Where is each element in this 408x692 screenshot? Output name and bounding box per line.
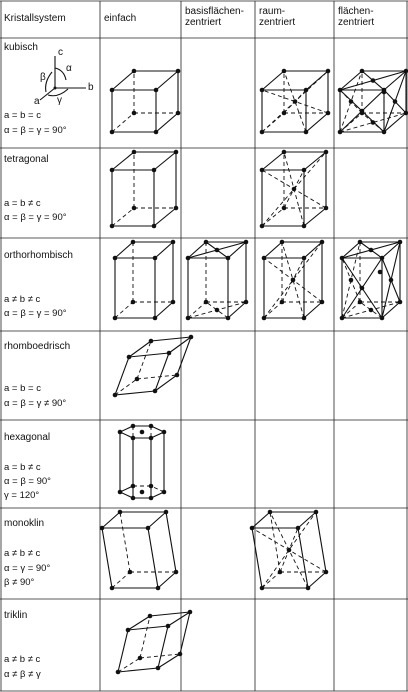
row-prop: a ≠ b ≠ c <box>4 294 41 305</box>
lattice-edge <box>298 512 316 528</box>
lattice-point <box>149 339 154 344</box>
lattice-point <box>371 120 376 125</box>
row-name-tetragonal: tetragonal <box>4 154 49 165</box>
lattice-point <box>378 270 383 275</box>
lattice-point <box>166 624 171 629</box>
axis-gamma-label: γ <box>57 95 62 106</box>
lattice-edge <box>115 357 129 395</box>
lattice-edge <box>264 242 282 258</box>
lattice-point <box>149 484 154 489</box>
lattice-edge <box>262 208 284 226</box>
lattice-point <box>174 570 179 575</box>
row-prop: a ≠ b ≠ c <box>4 548 41 559</box>
lattice-point <box>215 248 220 253</box>
lattice-edge <box>154 208 176 226</box>
lattice-point <box>149 424 154 429</box>
lattice-point <box>146 526 151 531</box>
lattice-point <box>164 510 169 515</box>
lattice-point <box>110 224 115 229</box>
lattice-edge <box>102 528 112 588</box>
row-name-rhomboedrisch: rhomboedrisch <box>4 341 71 352</box>
lattice-point <box>215 308 220 313</box>
lattice-edge <box>115 302 133 318</box>
lattice-point <box>127 355 132 360</box>
lattice-point <box>260 88 265 93</box>
lattice-edge <box>156 113 178 132</box>
lattice-edge <box>112 572 130 588</box>
lattice-point <box>174 206 179 211</box>
header-simple: einfach <box>104 13 137 24</box>
lattice-point <box>153 316 158 321</box>
lattice-edge <box>180 612 190 654</box>
lattice-edge <box>148 528 158 588</box>
lattice-point <box>153 389 158 394</box>
lattice-point <box>171 300 176 305</box>
lattice-point <box>393 99 398 104</box>
lattice-point <box>152 224 157 229</box>
lattice-point <box>128 570 133 575</box>
lattice-edge <box>264 302 282 318</box>
lattice-edge <box>155 242 173 258</box>
lattice-point <box>324 150 329 155</box>
lattice-point <box>171 240 176 245</box>
lattice-point <box>178 652 183 657</box>
axis-c-label: c <box>58 47 63 58</box>
lattice-point <box>260 168 265 173</box>
lattice-point <box>154 88 159 93</box>
lattice-point <box>132 206 137 211</box>
lattice-point <box>176 69 181 74</box>
lattice-point <box>132 150 137 155</box>
lattice-point <box>369 248 374 253</box>
lattice-edge <box>102 512 120 528</box>
row-prop: β ≠ 90° <box>4 577 35 588</box>
lattice-point <box>113 393 118 398</box>
lattice-point <box>382 90 387 95</box>
lattice-edge <box>158 626 168 668</box>
row-name-triklin: triklin <box>4 610 28 621</box>
axis-alpha-label: α <box>66 63 72 74</box>
lattice-point <box>118 510 123 515</box>
lattice-edge <box>304 208 326 226</box>
lattice-edge <box>262 572 280 588</box>
lattice-point <box>140 490 145 495</box>
lattice-point <box>113 316 118 321</box>
lattice-point <box>131 496 136 501</box>
lattice-point <box>149 496 154 501</box>
lattice-point <box>131 240 136 245</box>
lattice-point <box>126 628 131 633</box>
lattice-point <box>152 168 157 173</box>
header-base-centered: basisflächen- zentriert <box>185 6 244 28</box>
lattice-point <box>110 586 115 591</box>
lattice-point <box>189 335 194 340</box>
lattice-edge <box>112 71 134 90</box>
lattice-edge <box>118 668 158 672</box>
row-prop: a = b = c <box>4 110 41 121</box>
lattice-point <box>156 586 161 591</box>
lattice-edge <box>115 242 133 258</box>
row-name-monoklin: monoklin <box>4 518 45 529</box>
lattice-point <box>131 300 136 305</box>
lattice-point <box>349 278 354 283</box>
lattice-edge <box>112 208 134 226</box>
lattice-point <box>293 99 298 104</box>
lattice-point <box>116 670 121 675</box>
lattice-edge <box>151 337 191 341</box>
lattice-point <box>156 666 161 671</box>
lattice-edge <box>166 512 176 572</box>
lattice-point <box>162 430 167 435</box>
lattice-point <box>389 278 394 283</box>
lattice-point <box>153 256 158 261</box>
header-face-centered: flächen- zentriert <box>338 6 375 28</box>
row-prop: α = β = γ = 90° <box>4 308 67 319</box>
lattice-edge <box>148 512 166 528</box>
axis-b-label: b <box>88 82 94 93</box>
lattice-point <box>132 111 137 116</box>
lattice-edge <box>304 242 322 258</box>
lattice-point <box>292 187 297 192</box>
lattice-edge <box>252 512 270 528</box>
lattice-edge <box>304 152 326 170</box>
lattice-edge <box>154 152 176 170</box>
lattice-edge <box>262 113 284 132</box>
lattice-point <box>100 526 105 531</box>
lattice-edge <box>137 375 177 379</box>
row-name-orthorhombisch: orthorhombisch <box>4 250 73 261</box>
row-prop: α = β = γ ≠ 90° <box>4 398 67 409</box>
lattice-edge <box>112 152 134 170</box>
lattice-point <box>188 610 193 615</box>
lattice-point <box>148 614 153 619</box>
lattice-point <box>132 69 137 74</box>
row-prop: a = b = c <box>4 383 41 394</box>
row-prop: α = β = 90° <box>4 476 51 487</box>
lattice-edge <box>112 113 134 132</box>
row-prop: a = b ≠ c <box>4 198 41 209</box>
lattice-point <box>110 88 115 93</box>
lattice-point <box>131 424 136 429</box>
row-prop: a ≠ b ≠ c <box>4 654 41 665</box>
lattice-point <box>371 78 376 83</box>
lattice-point <box>154 130 159 135</box>
lattice-edge <box>140 616 150 658</box>
row-prop: a = b ≠ c <box>4 462 41 473</box>
lattice-edge <box>158 572 176 588</box>
row-prop: α ≠ β ≠ γ <box>4 669 41 680</box>
lattice-point <box>110 168 115 173</box>
lattice-point <box>287 548 292 553</box>
lattice-edge <box>115 391 155 395</box>
lattice-point <box>360 286 365 291</box>
lattice-point <box>349 99 354 104</box>
lattice-point <box>369 308 374 313</box>
row-prop: α = β = γ = 90° <box>4 125 67 136</box>
lattice-point <box>162 490 167 495</box>
lattice-point <box>167 351 172 356</box>
lattice-point <box>110 130 115 135</box>
lattice-point <box>282 150 287 155</box>
header-body-centered: raum- zentriert <box>259 6 296 28</box>
lattice-point <box>140 430 145 435</box>
lattice-point <box>291 278 296 283</box>
lattice-point <box>131 484 136 489</box>
lattice-edge <box>316 512 326 572</box>
lattice-point <box>176 111 181 116</box>
lattice-edge <box>118 630 128 672</box>
lattice-edge <box>129 353 169 357</box>
lattice-point <box>175 373 180 378</box>
lattice-point <box>135 377 140 382</box>
row-name-kubisch: kubisch <box>4 42 38 53</box>
row-prop: γ = 120° <box>4 490 40 501</box>
lattice-point <box>296 526 301 531</box>
lattice-edge <box>120 512 130 572</box>
lattice-edge <box>262 152 284 170</box>
row-name-hexagonal: hexagonal <box>4 432 51 443</box>
lattice-point <box>113 256 118 261</box>
row-prop: α = γ = 90° <box>4 563 51 574</box>
lattice-edge <box>304 302 322 318</box>
axis-a-label: a <box>34 96 40 107</box>
lattice-edge <box>306 113 328 132</box>
lattice-edge <box>156 71 178 90</box>
lattice-point <box>174 150 179 155</box>
lattice-point <box>360 109 365 114</box>
lattice-edge <box>262 71 284 90</box>
lattice-edge <box>155 302 173 318</box>
row-prop: α = β = γ = 90° <box>4 212 67 223</box>
lattice-edge <box>308 572 326 588</box>
lattice-edge <box>252 528 262 588</box>
axis-beta-label: β <box>40 72 46 83</box>
header-system: Kristallsystem <box>4 13 66 24</box>
lattice-point <box>138 656 143 661</box>
